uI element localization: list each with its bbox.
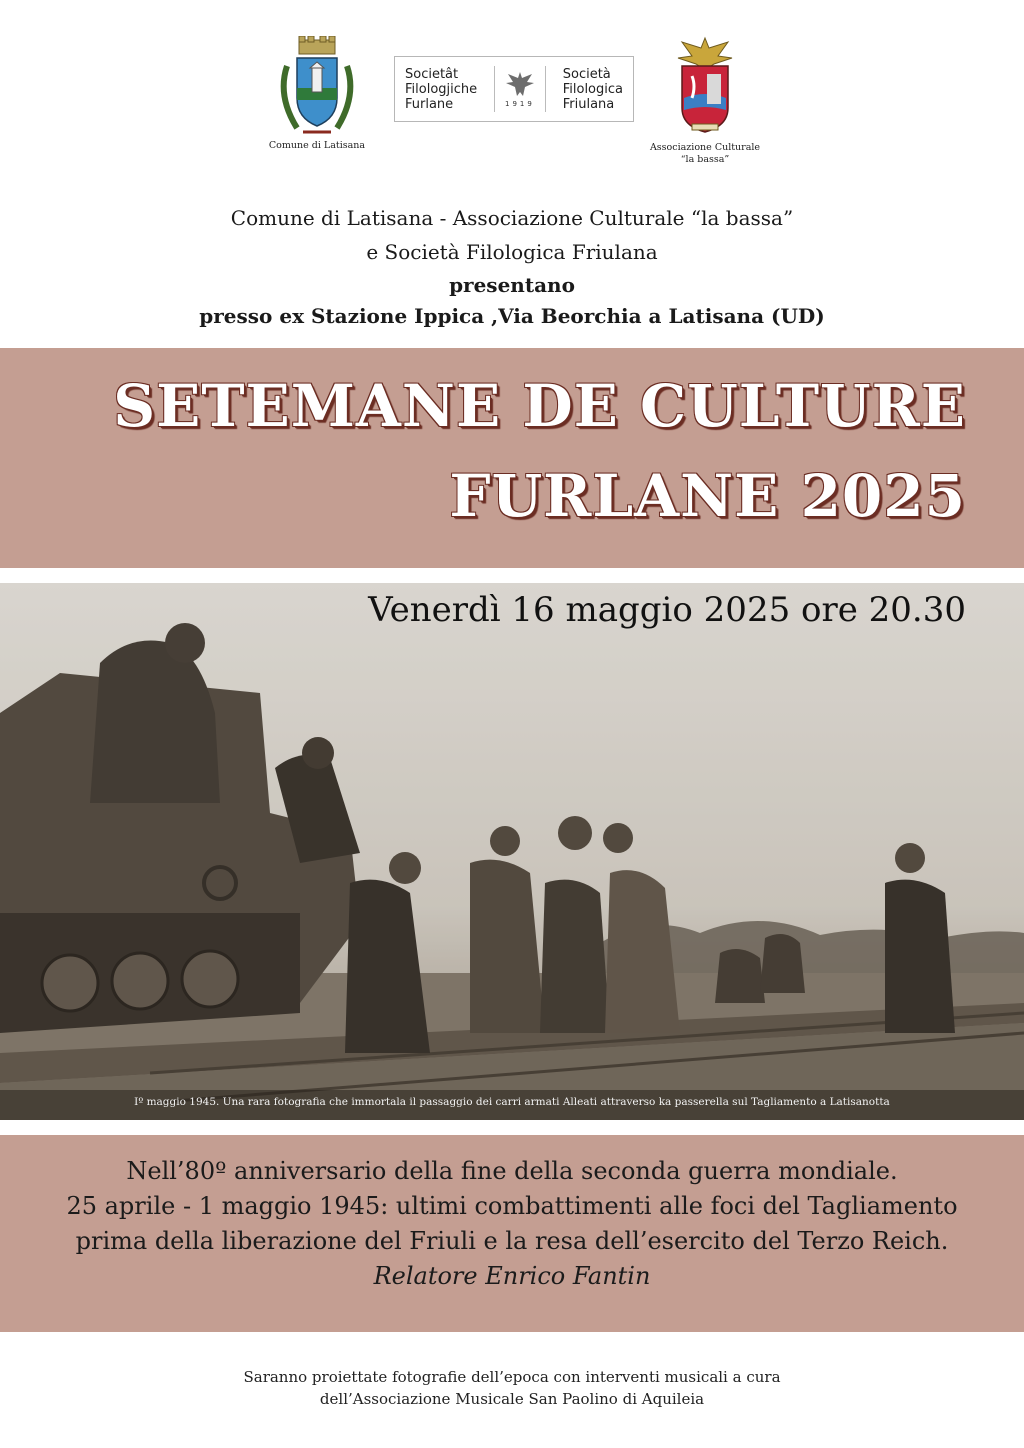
sff-left-line: Filologjiche bbox=[405, 81, 478, 97]
intro-line-1: Comune di Latisana - Associazione Culturale “la bassa” bbox=[230, 206, 794, 230]
intro-venue: presso ex Stazione Ippica ,Via Beorchia a Latisana (UD) bbox=[199, 304, 825, 328]
logo-societa-filologica bbox=[394, 56, 634, 122]
footer-line-2: dell’Associazione Musicale San Paolino di Aquileia bbox=[319, 1390, 705, 1408]
historic-photo bbox=[0, 583, 1024, 1120]
sff-left-line: Societât bbox=[405, 66, 459, 82]
sff-left-text bbox=[405, 67, 477, 112]
logo-associazione-la-bassa bbox=[640, 36, 770, 172]
sff-right-line: Società bbox=[562, 66, 611, 82]
event-datetime: Venerdì 16 maggio 2025 ore 20.30 bbox=[368, 590, 966, 630]
sff-right-line: Filologica bbox=[562, 81, 623, 97]
speaker: Relatore Enrico Fantin bbox=[373, 1262, 651, 1290]
photo-caption: Iº maggio 1945. Una rara fotografia che immortala il passaggio dei carri armati Alleati attraverso ka passerella sul Tagliamento a Latisanotta bbox=[134, 1096, 890, 1108]
logo-comune-latisana bbox=[262, 36, 372, 166]
description-text bbox=[0, 1154, 1024, 1294]
description-line-1: Nell’80º anniversario della fine della seconda guerra mondiale. bbox=[126, 1157, 898, 1185]
intro-presentano: presentano bbox=[449, 273, 575, 297]
intro-line-2: e Società Filologica Friulana bbox=[366, 240, 658, 264]
tank-crossing-photo-icon bbox=[0, 583, 1024, 1120]
sff-left-line: Furlane bbox=[405, 96, 454, 112]
title-line-2: FURLANE 2025 bbox=[449, 462, 966, 530]
latisana-caption: Comune di Latisana bbox=[268, 140, 366, 151]
footer-line-1: Saranno proiettate fotografie dell’epoca con interventi musicali a cura bbox=[243, 1368, 781, 1386]
footer-note bbox=[0, 1366, 1024, 1410]
bassa-caption-2: “la bassa” bbox=[680, 154, 730, 165]
description-line-3: prima della liberazione del Friuli e la resa dell’esercito del Terzo Reich. bbox=[75, 1227, 949, 1255]
bassa-caption-1: Associazione Culturale bbox=[649, 142, 761, 153]
la-bassa-crest-icon bbox=[670, 36, 740, 138]
eagle-icon bbox=[505, 70, 535, 98]
latisana-crest-icon bbox=[277, 36, 357, 140]
description-line-2: 25 aprile - 1 maggio 1945: ultimi combattimenti alle foci del Tagliamento bbox=[66, 1192, 958, 1220]
sff-right-line: Friulana bbox=[562, 96, 615, 112]
sff-year: 1919 bbox=[505, 100, 535, 108]
sff-emblem bbox=[494, 66, 546, 112]
sff-right-text bbox=[563, 67, 623, 112]
title-line-1: SETEMANE DE CULTURE bbox=[113, 372, 966, 440]
